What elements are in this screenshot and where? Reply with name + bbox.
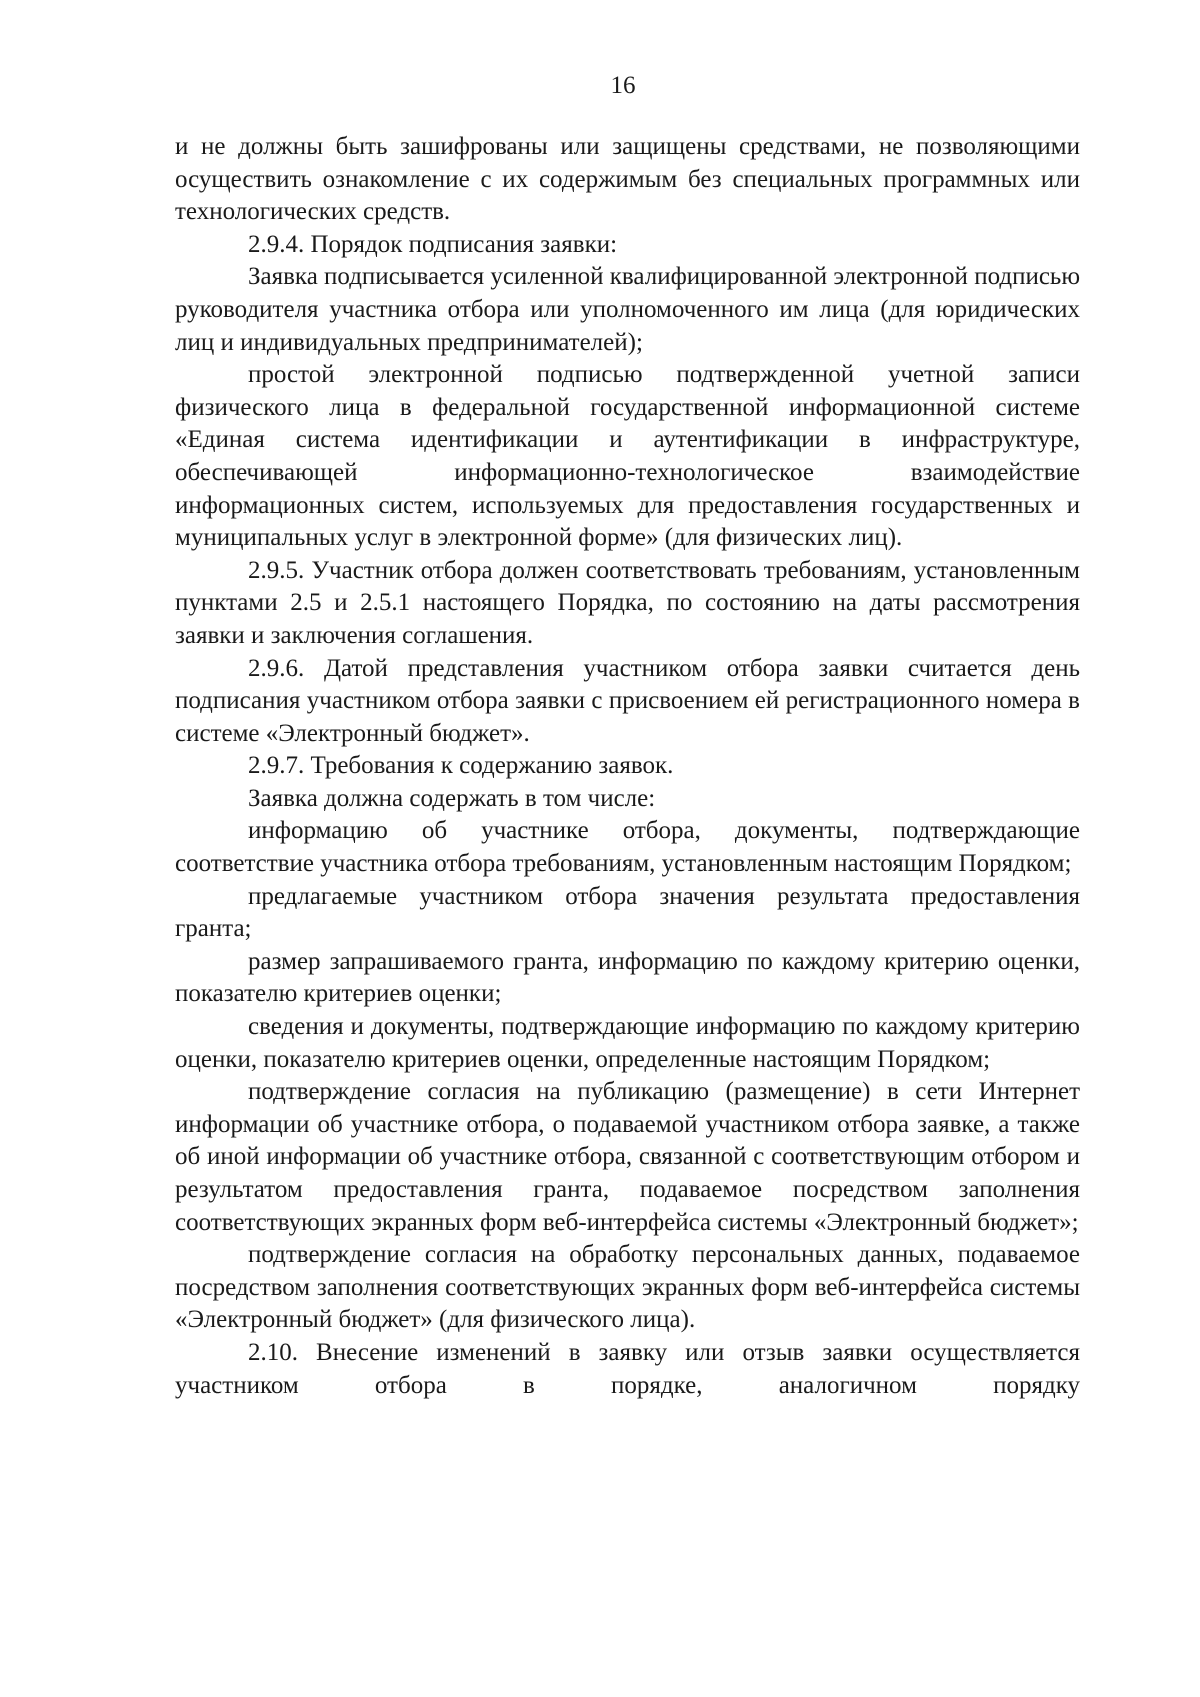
paragraph-participant-requirements: 2.9.5. Участник отбора должен соответствовать требованиям, установленным пунктами 2.5 и 2.5.1 настоящего Порядка, по состоянию на даты рассмотрения заявки и заключения соглашения. — [175, 556, 1080, 649]
paragraph-simple-signature: простой электронной подписью подтвержденной учетной записи физического лица в федеральной государственной информационной системе «Единая система идентификации и аутентификации в инфраструктуре, обеспечивающей информационно-технологическое взаимодействие информационных систем, используемых для предоставления государственных и муниципальных услуг в электронной форме» (для физических лиц). — [175, 361, 1080, 552]
paragraph-application-must-contain: Заявка должна содержать в том числе: — [248, 784, 656, 812]
paragraph-submission-date: 2.9.6. Датой представления участником отбора заявки считается день подписания участником отбора заявки с присвоением ей регистрационного номера в системе «Электронный бюджет». — [175, 654, 1080, 747]
list-item-grant-size: размер запрашиваемого гранта, информацию по каждому критерию оценки, показателю критериев оценки; — [175, 947, 1080, 1008]
list-item-criteria-documents: сведения и документы, подтверждающие информацию по каждому критерию оценки, показателю критериев оценки, определенные настоящим Порядком; — [175, 1013, 1080, 1073]
paragraph-continuation: и не должны быть зашифрованы или защищены средствами, не позволяющими осуществить ознакомление с их содержимым без специальных программных или технологических средств. — [175, 133, 1080, 226]
list-item-personal-data-consent: подтверждение согласия на обработку персональных данных, подаваемое посредством заполнения соответствующих экранных форм веб-интерфейса системы «Электронный бюджет» (для физического лица). — [175, 1241, 1080, 1334]
page-number: 16 — [610, 72, 636, 99]
list-item-participant-info: информацию об участнике отбора, документы, подтверждающие соответствие участника отбора требованиям, установленным настоящим Порядком; — [175, 817, 1080, 878]
paragraph-signing-order-heading: 2.9.4. Порядок подписания заявки: — [248, 230, 618, 258]
paragraph-qualified-signature: Заявка подписывается усиленной квалифицированной электронной подписью руководителя участника отбора или уполномоченного им лица (для юридических лиц и индивидуальных предпринимателей); — [175, 263, 1080, 356]
list-item-publication-consent: подтверждение согласия на публикацию (размещение) в сети Интернет информации об участнике отбора, о подаваемой участником отбора заявке, а также об иной информации об участнике отбора, связанной с соответствующим отбором и результатом предоставления гранта, подаваемое посредством заполнения соответствующих экранных форм веб-интерфейса системы «Электронный бюджет»; — [175, 1078, 1080, 1236]
document-body — [175, 131, 1080, 1402]
paragraph-content-requirements-heading: 2.9.7. Требования к содержанию заявок. — [248, 752, 674, 780]
paragraph-application-changes: 2.10. Внесение изменений в заявку или отзыв заявки осуществляется участником отбора в порядке, аналогичном порядку — [175, 1338, 1080, 1399]
list-item-result-values: предлагаемые участником отбора значения результата предоставления гранта; — [175, 882, 1080, 943]
